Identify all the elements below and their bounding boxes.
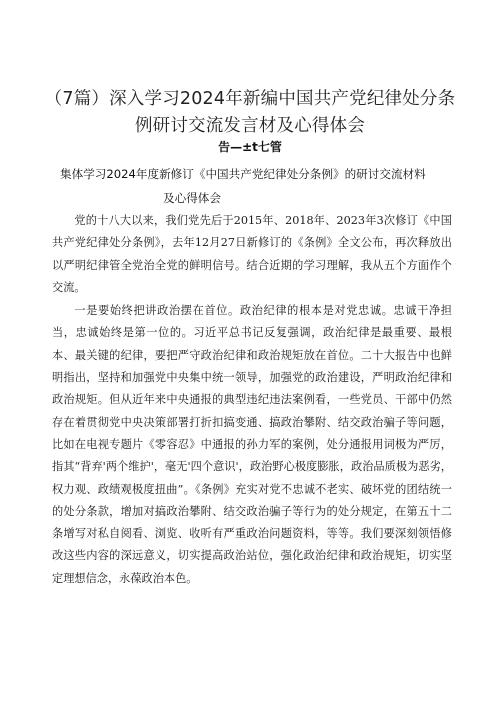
article-body	[52, 210, 452, 590]
paragraph-point-one: 一是要始终把讲政治摆在首位。政治纪律的根本是对党忠诚。忠诚干净担当，忠诚始终是第一位的。习近平总书记反复强调，政治纪律是最重要、最根本、最关键的纪律，要把严守政治纪律和政治规矩放在首位。二十大报告中也鲜明指出，坚持和加强党中央集中统一领导，加强党的政治建设，严明政治纪律和政治规矩。但从近年来中央通报的典型违纪违法案例看，一些党员、干部中仍然存在着贯彻党中央决策部署打折扣搞变通、搞政治攀附、结交政治骗子等问题，比如在电视专题片《零容忍》中通报的孙力军的案例，处分通报用词极为严厉，指其“背弃'两个维护'，毫无'四个意识'，政治野心极度膨胀，政治品质极为恶劣，权力观、政绩观极度扭曲”。《条例》充实对党不忠诚不老实、破坏党的团结统一的处分条款，增加对搞政治攀附、结交政治骗子等行为的处分规定，在第五十二条增写对私自阅看、浏览、收听有严重政治问题资料，等等。我们要深刻领悟修改这些内容的深远意义，切实提高政治站位，强化政治纪律和政治规矩，切实坚定理想信念，永葆政治本色。	[52, 304, 452, 585]
section-label: 告—±t七管	[218, 140, 282, 154]
article-subtitle	[60, 162, 455, 210]
document-title-line-2: 例研讨交流发言材及心得体会	[134, 116, 366, 136]
document-title	[40, 86, 460, 140]
article-subtitle-line-1: 集体学习2024年度新修订《中国共产党纪律处分条例》的研讨交流材料	[60, 167, 426, 181]
article-subtitle-line-2: 及心得体会	[163, 191, 221, 205]
document-title-line-1: （7篇）深入学习2024年新编中国共产党纪律处分条	[44, 89, 456, 109]
paragraph-intro: 党的十八大以来，我们党先后于2015年、2018年、2023年3次修订《中国共产党纪律处分条例》，去年12月27日新修订的《条例》全文公布，再次释放出以严明纪律管全党治全党的鲜明信号。结合近期的学习理解，我从五个方面作个交流。	[52, 214, 452, 294]
